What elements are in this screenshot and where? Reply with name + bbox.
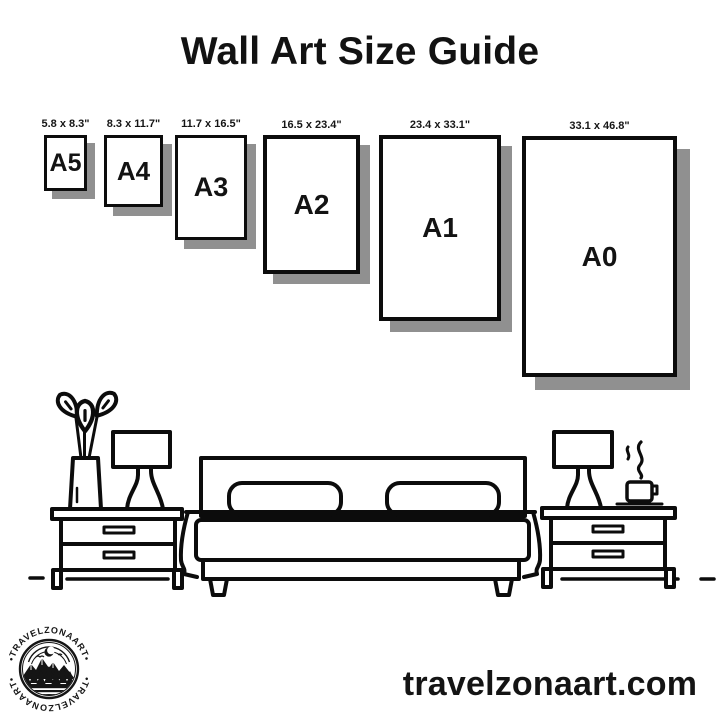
size-frame-a4 [104,118,163,207]
size-name-label: A2 [293,188,330,220]
steam [638,442,642,478]
size-dimensions-label: 33.1 x 46.8" [569,120,630,132]
plant-vase-icon [54,389,120,509]
size-dimensions-label: 11.7 x 16.5" [181,118,241,130]
size-name-label: A4 [116,155,151,186]
table-lamp-left-icon [113,432,170,509]
bed-icon [181,458,540,595]
size-name-label: A0 [581,240,618,272]
coffee-cup-icon [617,442,662,504]
mattress [196,520,529,560]
bed-leg-right [495,579,512,595]
size-frame-a3 [175,118,247,240]
size-frame-a1 [379,119,501,321]
page-title: Wall Art Size Guide [180,30,540,73]
size-name-label: A3 [193,172,229,202]
logo-arc-text-top: •TRAVELZONAART• [6,625,92,663]
table-lamp-right-icon [554,432,612,508]
size-frame-a2 [263,119,360,274]
lamp-shade [554,432,612,467]
size-frame-a5 [41,118,90,191]
website-url: travelzonaart.com [402,665,698,703]
size-dimensions-label: 16.5 x 23.4" [281,119,342,131]
brand-logo-badge [5,625,93,713]
lamp-shade [113,432,170,467]
bed-leg-left [210,579,227,595]
size-frame-a0 [522,120,677,377]
size-dimensions-label: 8.3 x 11.7" [106,118,161,130]
nightstand-right-icon [542,508,675,587]
logo-arc-text-bottom: •TRAVELZONAART• [6,675,92,713]
bed-base [203,560,519,579]
steam [627,447,629,459]
bedroom-scene-illustration [0,380,720,610]
size-dimensions-label: 23.4 x 33.1" [409,119,471,131]
size-name-label: A5 [49,148,82,177]
size-name-label: A1 [422,212,458,243]
size-dimensions-label: 5.8 x 8.3" [41,118,90,130]
nightstand-left-icon [52,509,182,588]
